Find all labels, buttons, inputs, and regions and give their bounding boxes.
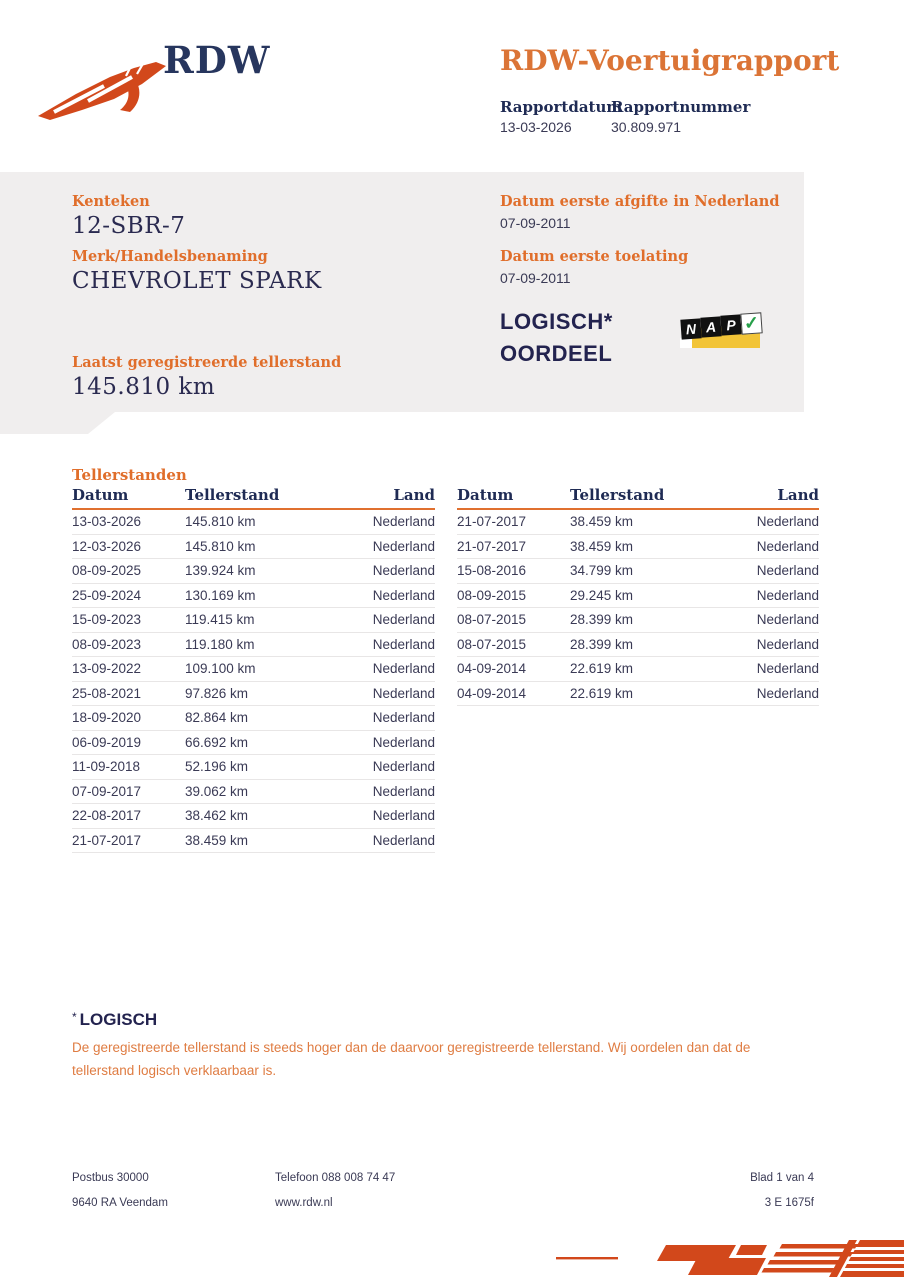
afgifte-label: Datum eerste afgifte in Nederland (500, 193, 780, 210)
table-row (72, 510, 435, 535)
oordeel-verdict (500, 306, 613, 370)
footnote-title-text: LOGISCH (79, 1010, 158, 1029)
cell-datum: 08-07-2015 (457, 636, 527, 652)
cell-tellerstand: 139.924 km (185, 563, 256, 579)
col-header-land: Land (777, 486, 819, 504)
cell-tellerstand: 82.864 km (185, 710, 249, 726)
nap-letter-p: P (720, 314, 741, 335)
cell-land: Nederland (756, 587, 819, 603)
cell-tellerstand: 28.399 km (570, 612, 634, 628)
table-row (457, 584, 819, 609)
cell-datum: 07-09-2017 (72, 783, 142, 799)
table-row (72, 755, 435, 780)
kenteken-label: Kenteken (72, 193, 150, 210)
cell-tellerstand: 22.619 km (570, 661, 634, 677)
cell-datum: 06-09-2019 (72, 734, 142, 750)
cell-tellerstand: 22.619 km (570, 685, 634, 701)
cell-land: Nederland (756, 636, 819, 652)
cell-tellerstand: 39.062 km (185, 783, 249, 799)
nap-letter-n: N (680, 318, 701, 339)
table-row (457, 535, 819, 560)
footnote-title (72, 1010, 157, 1030)
col-header-land: Land (393, 486, 435, 504)
page-title: RDW-Voertuigrapport (500, 44, 840, 77)
toelating-value: 07-09-2011 (500, 270, 571, 286)
cell-datum: 21-07-2017 (72, 832, 142, 848)
table-row (72, 657, 435, 682)
footer-website-text[interactable]: www.rdw.nl (275, 1197, 333, 1209)
table-row (457, 510, 819, 535)
cell-datum: 08-09-2023 (72, 636, 142, 652)
report-date-label: Rapportdatum (500, 98, 623, 116)
merk-value: CHEVROLET SPARK (72, 268, 322, 294)
table-row (72, 608, 435, 633)
nap-checkmark-icon: ✓ (740, 312, 762, 334)
footer-page-indicator: Blad 1 van 4 (750, 1172, 814, 1184)
cell-land: Nederland (756, 538, 819, 554)
tellerstanden-table-left (72, 486, 435, 853)
cell-tellerstand: 119.180 km (185, 636, 255, 652)
table-row (72, 682, 435, 707)
cell-datum: 15-09-2023 (72, 612, 142, 628)
cell-tellerstand: 145.810 km (185, 538, 256, 554)
table-row (457, 657, 819, 682)
col-header-tellerstand: Tellerstand (570, 486, 665, 504)
footer-address-line2: 9640 RA Veendam (72, 1197, 168, 1209)
rdw-logo-wing-icon (36, 52, 168, 122)
cell-datum: 11-09-2018 (72, 759, 141, 775)
cell-tellerstand: 34.799 km (570, 563, 634, 579)
cell-land: Nederland (756, 563, 819, 579)
table-row (72, 584, 435, 609)
cell-datum: 18-09-2020 (72, 710, 142, 726)
cell-land: Nederland (372, 759, 435, 775)
table-row (457, 559, 819, 584)
table-body (72, 510, 435, 853)
cell-datum: 12-03-2026 (72, 538, 142, 554)
kenteken-value: 12-SBR-7 (72, 213, 186, 239)
speed-lines-graphic (504, 1232, 904, 1280)
table-row (72, 535, 435, 560)
table-row (72, 804, 435, 829)
footer-website-link[interactable] (275, 1197, 333, 1209)
cell-datum: 25-08-2021 (72, 685, 142, 701)
cell-datum: 13-03-2026 (72, 514, 142, 530)
col-header-tellerstand: Tellerstand (185, 486, 280, 504)
table-row (72, 829, 435, 854)
footer-address-line1: Postbus 30000 (72, 1172, 149, 1184)
cell-tellerstand: 109.100 km (185, 661, 256, 677)
table-row (72, 633, 435, 658)
report-date-value: 13-03-2026 (500, 119, 572, 135)
cell-datum: 15-08-2016 (457, 563, 527, 579)
cell-tellerstand: 38.459 km (185, 832, 249, 848)
cell-tellerstand: 28.399 km (570, 636, 634, 652)
cell-datum: 08-09-2025 (72, 563, 142, 579)
cell-land: Nederland (372, 563, 435, 579)
cell-land: Nederland (372, 832, 435, 848)
nap-letter-a: A (700, 316, 721, 337)
table-row (457, 633, 819, 658)
table-row (457, 682, 819, 707)
cell-tellerstand: 66.692 km (185, 734, 249, 750)
tellerstanden-tables (72, 486, 819, 853)
afgifte-value: 07-09-2011 (500, 215, 571, 231)
cell-land: Nederland (756, 612, 819, 628)
cell-tellerstand: 145.810 km (185, 514, 256, 530)
cell-datum: 08-07-2015 (457, 612, 527, 628)
table-row (72, 706, 435, 731)
cell-tellerstand: 29.245 km (570, 587, 634, 603)
report-number-label: Rapportnummer (611, 98, 751, 116)
cell-land: Nederland (756, 685, 819, 701)
cell-datum: 21-07-2017 (457, 514, 527, 530)
cell-tellerstand: 38.459 km (570, 514, 634, 530)
cell-land: Nederland (372, 538, 435, 554)
cell-datum: 22-08-2017 (72, 808, 142, 824)
cell-land: Nederland (372, 587, 435, 603)
cell-land: Nederland (372, 514, 435, 530)
cell-land: Nederland (756, 514, 819, 530)
cell-land: Nederland (372, 612, 435, 628)
toelating-label: Datum eerste toelating (500, 248, 689, 265)
tellerstanden-table-right (457, 486, 819, 853)
cell-land: Nederland (756, 661, 819, 677)
cell-datum: 25-09-2024 (72, 587, 142, 603)
table-row (72, 559, 435, 584)
col-header-datum: Datum (457, 486, 514, 504)
cell-tellerstand: 52.196 km (185, 759, 249, 775)
cell-tellerstand: 38.462 km (185, 808, 249, 824)
table-header-row (457, 486, 819, 510)
laatste-tellerstand-label: Laatst geregistreerde tellerstand (72, 354, 342, 371)
footer-phone: Telefoon 088 008 74 47 (275, 1172, 396, 1184)
report-number-value: 30.809.971 (611, 119, 682, 135)
cell-land: Nederland (372, 783, 435, 799)
col-header-datum: Datum (72, 486, 129, 504)
cell-datum: 08-09-2015 (457, 587, 527, 603)
footnote-asterisk: * (72, 1010, 77, 1024)
cell-land: Nederland (372, 808, 435, 824)
cell-land: Nederland (372, 710, 435, 726)
table-body (457, 510, 819, 706)
cell-datum: 21-07-2017 (457, 538, 527, 554)
cell-tellerstand: 38.459 km (570, 538, 634, 554)
oordeel-line2: OORDEEL (500, 341, 613, 366)
tellerstanden-section-title: Tellerstanden (72, 466, 187, 484)
cell-datum: 04-09-2014 (457, 685, 527, 701)
cell-datum: 04-09-2014 (457, 661, 527, 677)
footer-form-code: 3 E 1675f (764, 1197, 814, 1209)
table-row (72, 731, 435, 756)
cell-land: Nederland (372, 685, 435, 701)
rdw-logo-text: RDW (163, 38, 271, 82)
cell-datum: 13-09-2022 (72, 661, 142, 677)
cell-land: Nederland (372, 636, 435, 652)
table-row (72, 780, 435, 805)
cell-tellerstand: 130.169 km (185, 587, 256, 603)
oordeel-line1: LOGISCH* (500, 309, 613, 334)
cell-tellerstand: 97.826 km (185, 685, 249, 701)
table-header-row (72, 486, 435, 510)
footnote-text: De geregistreerde tellerstand is steeds hoger dan de daarvoor geregistreerde tellerstand. Wij oordelen dan dat de tellerstand logisch verklaarbaar is. (72, 1040, 751, 1078)
cell-tellerstand: 119.415 km (185, 612, 255, 628)
table-row (457, 608, 819, 633)
cell-land: Nederland (372, 661, 435, 677)
cell-land: Nederland (372, 734, 435, 750)
laatste-tellerstand-value: 145.810 km (72, 374, 216, 400)
nap-logo (678, 310, 764, 354)
merk-label: Merk/Handelsbenaming (72, 248, 268, 265)
